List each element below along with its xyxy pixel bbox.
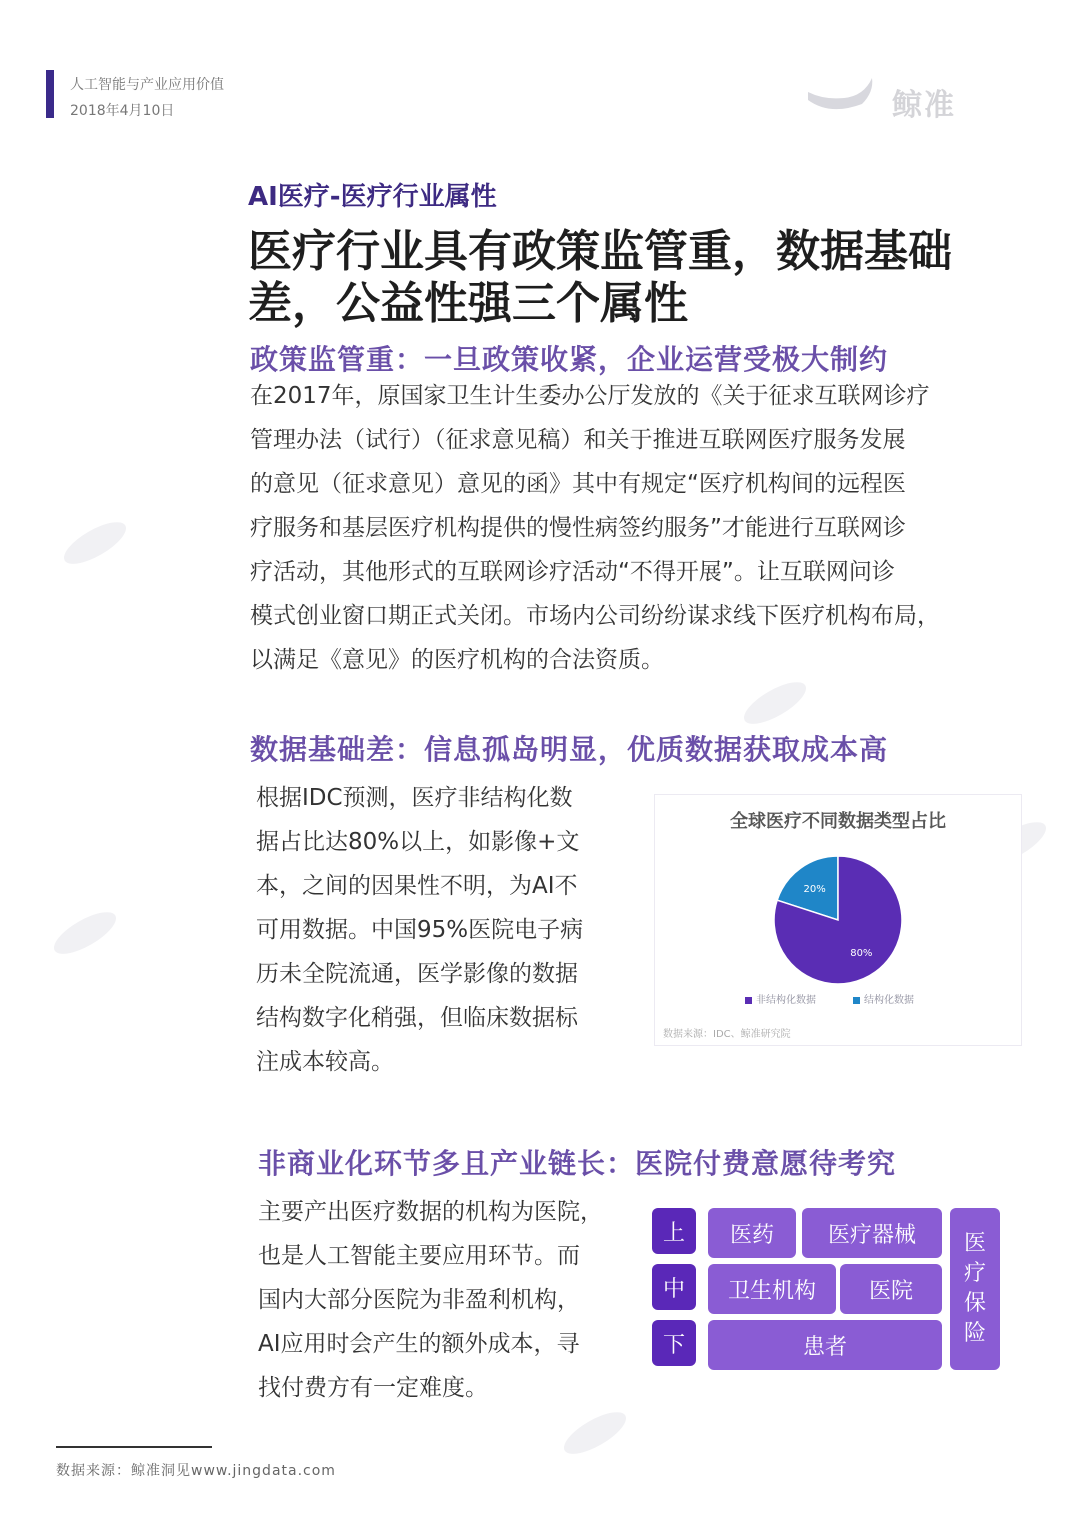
legend-swatch (853, 997, 860, 1004)
legend-label: 结构化数据 (864, 995, 914, 1006)
page-title-line: 差，公益性强三个属性 (248, 278, 688, 329)
level-downstream: 下 (652, 1320, 696, 1366)
paragraph-line: 国内大部分医院为非盈利机构， (258, 1287, 580, 1313)
paragraph-line: 本，之间的因果性不明，为AI不 (256, 873, 578, 899)
legend-swatch (745, 997, 752, 1004)
paragraph-line: 注成本较高。 (256, 1049, 394, 1075)
watermark-logo (48, 904, 122, 962)
chain-paragraph (258, 1190, 603, 1410)
level-upstream: 上 (652, 1208, 696, 1254)
chart-source: 数据来源：IDC、鲸准研究院 (663, 1029, 791, 1040)
paragraph-line: 根据IDC预测，医疗非结构化数 (256, 785, 573, 811)
chain-node-patients: 患者 (708, 1320, 942, 1370)
paragraph-line: 主要产出医疗数据的机构为医院， (258, 1199, 603, 1225)
data-paragraph (256, 776, 583, 1084)
header-accent-bar (46, 70, 54, 118)
policy-heading: 政策监管重：一旦政策收紧，企业运营受极大制约 (250, 343, 889, 376)
legend-item (853, 991, 914, 1006)
data-heading: 数据基础差：信息孤岛明显，优质数据获取成本高 (250, 733, 889, 766)
paragraph-line: 找付费方有一定难度。 (258, 1375, 488, 1401)
header-report-title: 人工智能与产业应用价值 (70, 77, 224, 93)
watermark-logo (558, 1404, 632, 1462)
paragraph-line: 以满足《意见》的医疗机构的合法资质。 (250, 647, 664, 673)
legend-label: 非结构化数据 (756, 995, 816, 1006)
logo-text: 鲸准 (892, 88, 956, 123)
insurance-char: 疗 (963, 1261, 986, 1286)
chain-node-insurance (950, 1208, 1000, 1370)
industry-chain-diagram (650, 1204, 1002, 1372)
header-date: 2018年4月10日 (70, 103, 175, 119)
paragraph-line: 历未全院流通，医学影像的数据 (256, 961, 578, 987)
paragraph-line: 在2017年，原国家卫生计生委办公厅发放的《关于征求互联网诊疗 (250, 383, 930, 409)
footer-divider (56, 1446, 212, 1448)
paragraph-line: 也是人工智能主要应用环节。而 (258, 1243, 580, 1269)
paragraph-line: 的意见（征求意见）意见的函》其中有规定“医疗机构间的远程医 (250, 471, 906, 497)
paragraph-line: 疗活动，其他形式的互联网诊疗活动“不得开展”。让互联网问诊 (250, 559, 895, 585)
policy-paragraph (250, 374, 940, 682)
watermark-logo (738, 674, 812, 732)
insurance-char: 保 (963, 1291, 986, 1316)
level-midstream: 中 (652, 1264, 696, 1310)
insurance-char: 医 (963, 1231, 986, 1256)
chain-node-health-institutions: 卫生机构 (708, 1264, 836, 1314)
chain-node-pharma: 医药 (708, 1208, 796, 1258)
chain-heading: 非商业化环节多且产业链长：医院付费意愿待考究 (258, 1147, 897, 1180)
paragraph-line: 结构数字化稍强，但临床数据标 (256, 1005, 578, 1031)
pie-slice-label: 80% (850, 948, 873, 960)
legend-item (745, 991, 816, 1006)
footer-source: 数据来源：鲸准洞见www.jingdata.com (56, 1463, 336, 1479)
chain-node-hospital: 医院 (840, 1264, 942, 1314)
chart-title: 全球医疗不同数据类型占比 (730, 811, 946, 832)
paragraph-line: 模式创业窗口期正式关闭。市场内公司纷纷谋求线下医疗机构布局， (250, 603, 940, 629)
pie-chart-card (654, 794, 1022, 1046)
pie-slice-label: 20% (803, 883, 826, 895)
chain-node-devices: 医疗器械 (802, 1208, 942, 1258)
paragraph-line: 可用数据。中国95%医院电子病 (256, 917, 584, 943)
paragraph-line: 疗服务和基层医疗机构提供的慢性病签约服务”才能进行互联网诊 (250, 515, 906, 541)
paragraph-line: 管理办法（试行）（征求意见稿）和关于推进互联网医疗服务发展 (250, 427, 906, 453)
paragraph-line: 据占比达80%以上，如影像+文 (256, 829, 580, 855)
watermark-logo (58, 514, 132, 572)
page-title-line: 医疗行业具有政策监管重，数据基础 (248, 226, 952, 277)
paragraph-line: AI应用时会产生的额外成本，寻 (258, 1331, 580, 1357)
pie-chart (655, 835, 1021, 1025)
page-title (248, 226, 1028, 330)
section-label: AI医疗-医疗行业属性 (248, 182, 497, 212)
insurance-char: 险 (963, 1321, 986, 1346)
